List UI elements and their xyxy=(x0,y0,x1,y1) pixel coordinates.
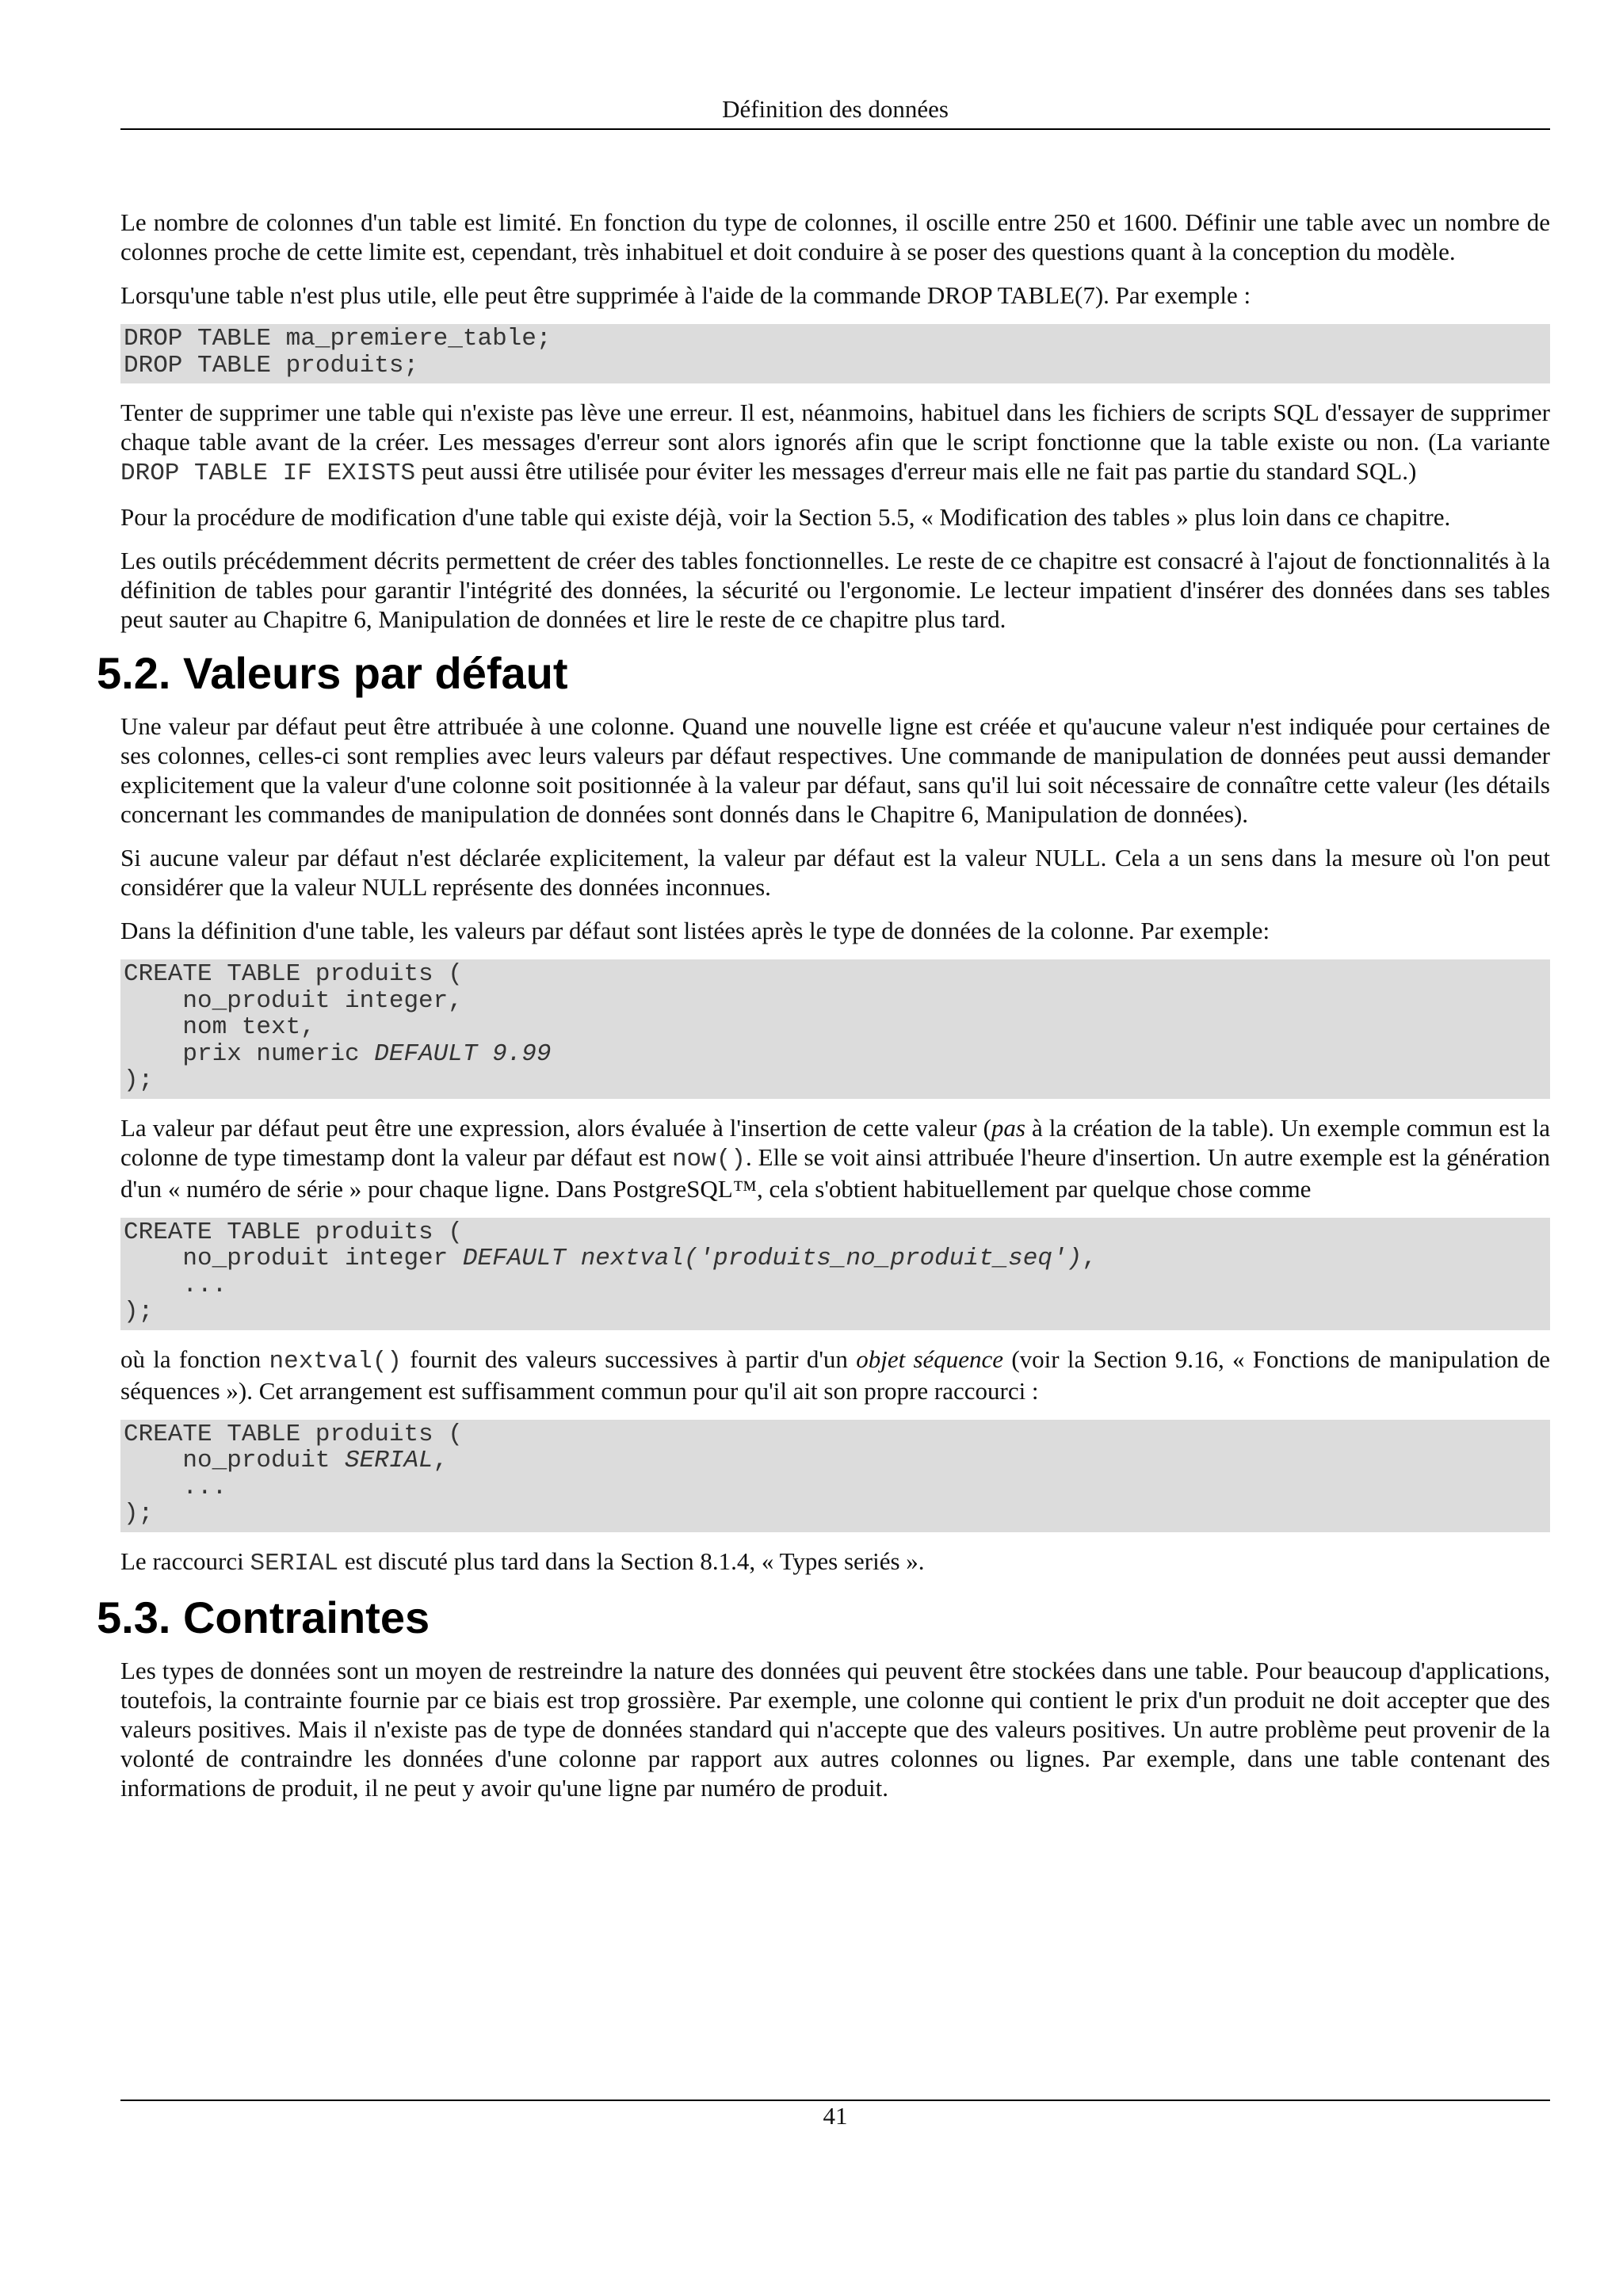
code-line xyxy=(124,1014,1547,1041)
inline-code: nextval() xyxy=(269,1347,402,1375)
code-block xyxy=(120,1218,1550,1330)
code-text: nom text, xyxy=(124,1013,315,1041)
code-line xyxy=(124,988,1547,1015)
text-run: Lorsqu'une table n'est plus utile, elle peut être supprimée à l'aide de la commande DROP TABLE(7). Par exemple : xyxy=(120,281,1251,309)
code-text: ... xyxy=(124,1473,227,1501)
code-text: no_produit xyxy=(124,1447,346,1474)
text-run: Dans la définition d'une table, les valeurs par défaut sont listées après le type de données de la colonne. Par exemple: xyxy=(120,917,1270,944)
paragraph xyxy=(120,711,1550,829)
emphasis: pas xyxy=(991,1113,1025,1142)
code-line xyxy=(124,961,1547,988)
code-line xyxy=(124,1501,1547,1527)
page-number: 41 xyxy=(823,2102,848,2130)
code-text: no_produit integer, xyxy=(124,986,463,1015)
section-heading: 5.3. Contraintes xyxy=(97,1592,430,1642)
text-run: peut aussi être utilisée pour éviter les messages d'erreur mais elle ne fait pas partie du standard SQL.) xyxy=(415,457,1417,485)
text-run: fournit des valeurs successives à partir d'un xyxy=(401,1344,857,1373)
paragraph xyxy=(120,502,1550,532)
header-rule xyxy=(120,128,1550,130)
code-line xyxy=(124,1447,1547,1474)
text-run: Le raccourci xyxy=(120,1547,250,1575)
code-emphasis: SERIAL xyxy=(345,1447,433,1474)
text-run: Si aucune valeur par défaut n'est déclarée explicitement, la valeur par défaut est la valeur NULL. Cela a un sens dans la mesure où l'on peut considérer que la valeur NULL représente des données inconnues. xyxy=(120,844,1550,901)
paragraph xyxy=(120,843,1550,902)
code-line xyxy=(124,1219,1547,1246)
section-heading: 5.2. Valeurs par défaut xyxy=(97,648,568,698)
running-header: Définition des données xyxy=(722,95,949,123)
inline-code: now() xyxy=(671,1145,746,1173)
inline-code: SERIAL xyxy=(250,1549,339,1577)
code-block xyxy=(120,324,1550,383)
paragraph xyxy=(120,546,1550,634)
code-text: ... xyxy=(124,1271,227,1299)
text-run: Une valeur par défaut peut être attribuée à une colonne. Quand une nouvelle ligne est créée et qu'aucune valeur n'est indiquée pour certaines de ses colonnes, celles-ci sont remplies avec leurs valeurs par défaut respectives. Une commande de manipulation de données peut aussi demander explicitement que la valeur d'une colonne soit positionnée à la valeur par défaut, sans qu'il lui soit nécessaire de connaître cette valeur (les détails concernant les commandes de manipulation de données sont donnés dans le Chapitre 6, Manipulation de données). xyxy=(120,712,1550,828)
paragraph xyxy=(120,208,1550,266)
text-run: Pour la procédure de modification d'une table qui existe déjà, voir la Section 5.5, « Modification des tables » plus loin dans ce chapitre. xyxy=(120,503,1451,531)
code-line xyxy=(124,1067,1547,1094)
code-line xyxy=(124,1041,1547,1068)
code-text: CREATE TABLE produits ( xyxy=(124,960,463,988)
text-run: . Elle se voit ainsi attribuée l'heure d'insertion. Un autre exemple est la génération d'un « numéro de série » pour chaque ligne. Dans PostgreSQL™, cela s'obtient habituellement par quelque chose comme xyxy=(120,1142,1550,1203)
code-text: , xyxy=(433,1447,449,1474)
code-text: DROP TABLE ma_premiere_table; xyxy=(124,325,552,353)
text-run: où la fonction xyxy=(120,1344,269,1373)
paragraph xyxy=(120,1547,1550,1578)
code-line xyxy=(124,1421,1547,1448)
code-text: ); xyxy=(124,1298,154,1325)
text-run: à la création de la table). Un exemple commun est la colonne de type timestamp dont la valeur par défaut est xyxy=(120,1113,1551,1171)
code-text: ); xyxy=(124,1500,154,1527)
paragraph xyxy=(120,1344,1550,1405)
code-block xyxy=(120,1420,1550,1532)
code-text: no_produit integer xyxy=(124,1245,463,1272)
code-block xyxy=(120,959,1550,1099)
inline-code: DROP TABLE IF EXISTS xyxy=(120,460,416,487)
code-text: ); xyxy=(124,1066,154,1094)
code-text: CREATE TABLE produits ( xyxy=(124,1420,463,1448)
code-line xyxy=(124,1245,1547,1272)
code-text: , xyxy=(1082,1245,1097,1272)
code-line xyxy=(124,1474,1547,1501)
text-run: (voir la Section 9.16, « Fonctions de manipulation de séquences »). Cet arrangement est suffisamment commun pour qu'il ait son propre raccourci : xyxy=(120,1344,1550,1405)
paragraph xyxy=(120,916,1550,945)
paragraph xyxy=(120,1113,1550,1203)
text-run: Les types de données sont un moyen de restreindre la nature des données qui peuvent être stockées dans une table. Pour beaucoup d'applications, toutefois, la contrainte fournie par ce biais est trop grossière. Par exemple, une colonne qui contient le prix d'un produit ne doit accepter que des valeurs positives. Mais il n'existe pas de type de données standard qui n'accepte que des valeurs positives. Un autre problème peut provenir de la volonté de contraindre les données d'une colonne par rapport aux autres colonnes ou lignes. Par exemple, dans une table contenant des informations de produit, il ne peut y avoir qu'une ligne par numéro de produit. xyxy=(120,1656,1550,1802)
emphasis: objet séquence xyxy=(856,1344,1004,1373)
text-run: Les outils précédemment décrits permettent de créer des tables fonctionnelles. Le reste de ce chapitre est consacré à l'ajout de fonctionnalités à la définition de tables pour garantir l'intégrité des données, la sécurité ou l'ergonomie. Le lecteur impatient d'insérer des données dans ses tables peut sauter au Chapitre 6, Manipulation de données et lire le reste de ce chapitre plus tard. xyxy=(120,547,1550,633)
text-run: La valeur par défaut peut être une expression, alors évaluée à l'insertion de cette valeur ( xyxy=(120,1113,991,1142)
code-line xyxy=(124,1299,1547,1325)
code-text: DROP TABLE produits; xyxy=(124,351,419,379)
code-emphasis: DEFAULT 9.99 xyxy=(374,1039,552,1068)
code-text: prix numeric xyxy=(124,1039,375,1068)
paragraph xyxy=(120,280,1550,310)
text-run: Tenter de supprimer une table qui n'existe pas lève une erreur. Il est, néanmoins, habituel dans les fichiers de scripts SQL d'essayer de supprimer chaque table avant de la créer. Les messages d'erreur sont alors ignorés afin que le script fonctionne que la table existe ou non. (La variante xyxy=(120,399,1550,456)
paragraph xyxy=(120,398,1550,488)
code-line xyxy=(124,353,1547,379)
text-run: est discuté plus tard dans la Section 8.1.4, « Types seriés ». xyxy=(338,1547,925,1575)
page-content xyxy=(97,208,1551,1817)
text-run: Le nombre de colonnes d'un table est limité. En fonction du type de colonnes, il oscille entre 250 et 1600. Définir une table avec un nombre de colonnes proche de cette limite est, cependant, très inhabituel et doit conduire à se poser des questions quant à la conception du modèle. xyxy=(120,208,1550,265)
paragraph xyxy=(120,1656,1550,1802)
code-text: CREATE TABLE produits ( xyxy=(124,1218,463,1246)
code-line xyxy=(124,1272,1547,1299)
code-line xyxy=(124,326,1547,353)
code-emphasis: DEFAULT nextval('produits_no_produit_seq') xyxy=(462,1245,1083,1272)
